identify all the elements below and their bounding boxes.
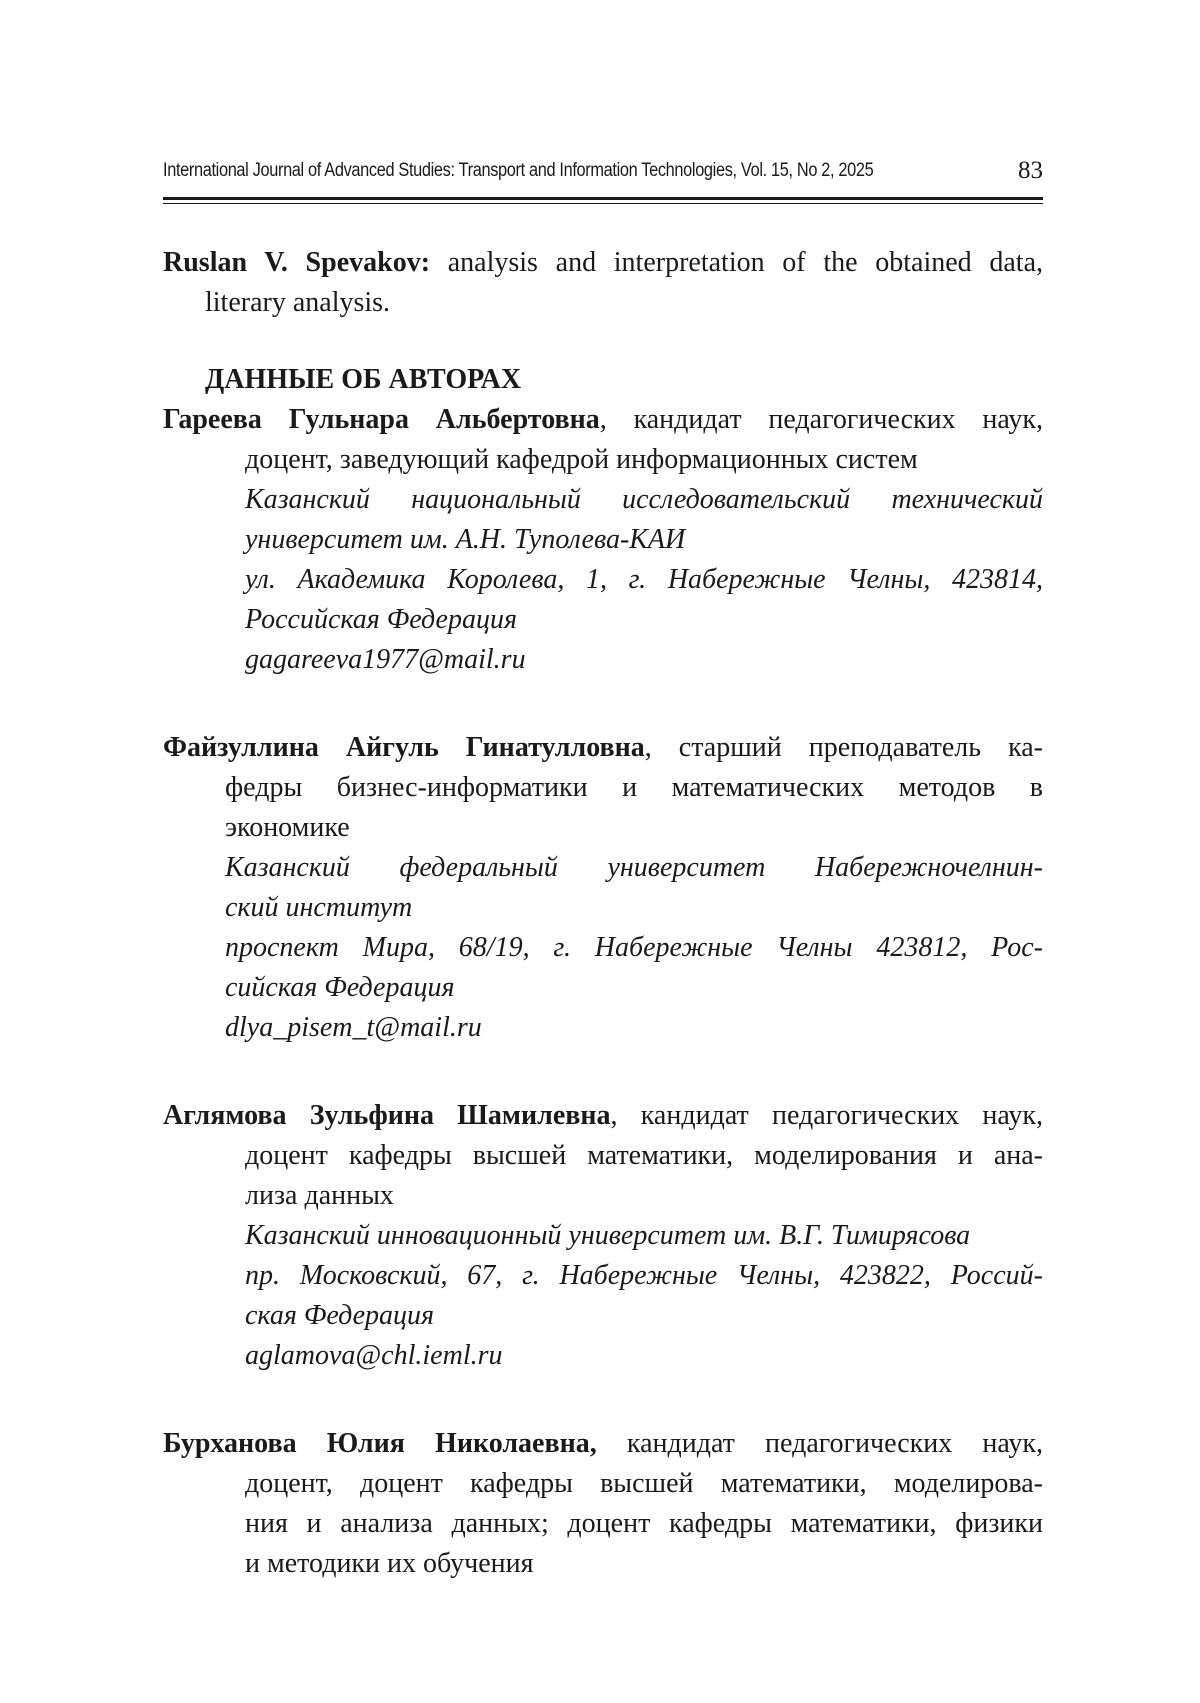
author-name: Гареева Гульнара Альбертовна xyxy=(163,404,600,435)
author-role: доцент, доцент кафедры высшей математики, моделирова- xyxy=(245,1468,1043,1499)
author-lead-line xyxy=(163,728,1043,768)
contribution-text-2: literary analysis. xyxy=(205,287,391,318)
section-title: ДАННЫЕ ОБ АВТОРАХ xyxy=(205,364,522,395)
author-lead-line xyxy=(163,400,1043,440)
author-entry xyxy=(163,728,1043,1048)
author-name: Аглямова Зульфина Шамилевна xyxy=(163,1100,611,1131)
author-address: сийская Федерация xyxy=(225,972,455,1003)
author-affiliation: Казанский федеральный университет Набережночелнин- xyxy=(225,852,1043,883)
author-degree: , старший преподаватель ка- xyxy=(644,732,1044,763)
author-address: проспект Мира, 68/19, г. Набережные Челны 423812, Рос- xyxy=(225,932,1043,963)
author-degree: кандидат педагогических наук, xyxy=(596,1428,1043,1459)
author-lead-line xyxy=(163,1424,1043,1464)
author-email: dlya_pisem_t@mail.ru xyxy=(225,1012,482,1043)
author-role: федры бизнес-информатики и математических методов в xyxy=(225,772,1043,803)
author-affiliation: университет им. А.Н. Туполева-КАИ xyxy=(245,524,686,555)
author-lead-line xyxy=(163,1096,1043,1136)
contribution-statement xyxy=(163,243,1043,323)
journal-citation: International Journal of Advanced Studies: Transport and Information Technologies, Vol. 15, No 2, 2025 xyxy=(163,160,874,181)
author-degree: , кандидат педагогических наук, xyxy=(599,404,1043,435)
author-role: лиза данных xyxy=(245,1180,394,1211)
author-address: Российская Федерация xyxy=(245,604,517,635)
author-role: доцент кафедры высшей математики, моделирования и ана- xyxy=(245,1140,1043,1171)
author-role: доцент, заведующий кафедрой информационных систем xyxy=(245,444,918,475)
author-role: ния и анализа данных; доцент кафедры математики, физики xyxy=(245,1508,1043,1539)
author-address: пр. Московский, 67, г. Набережные Челны, 423822, Россий- xyxy=(245,1260,1043,1291)
author-email: gagareeva1977@mail.ru xyxy=(245,644,526,675)
author-role: экономике xyxy=(225,812,350,843)
author-affiliation: Казанский национальный исследовательский технический xyxy=(245,484,1043,515)
page-number: 83 xyxy=(1018,157,1043,184)
author-entry xyxy=(163,1096,1043,1376)
author-address: ская Федерация xyxy=(245,1300,435,1331)
author-name: Файзуллина Айгуль Гинатулловна xyxy=(163,732,645,763)
page-content xyxy=(163,243,1043,1584)
contributor-name: Ruslan V. Spevakov: xyxy=(163,247,431,278)
author-affiliation: Казанский инновационный университет им. В.Г. Тимирясова xyxy=(245,1220,971,1251)
author-entry xyxy=(163,400,1043,680)
author-address: ул. Академика Королева, 1, г. Набережные Челны, 423814, xyxy=(245,564,1043,595)
author-affiliation: ский институт xyxy=(225,892,413,923)
author-entry xyxy=(163,1424,1043,1584)
running-header xyxy=(163,157,1043,200)
author-email: aglamova@chl.ieml.ru xyxy=(245,1340,503,1371)
author-name: Бурханова Юлия Николаевна, xyxy=(163,1428,597,1459)
author-degree: , кандидат педагогических наук, xyxy=(610,1100,1044,1131)
header-rule-thick xyxy=(163,197,1043,200)
author-role: и методики их обучения xyxy=(245,1548,534,1579)
header-rule-thin xyxy=(163,203,1043,204)
contribution-text-1: analysis and interpretation of the obtained data, xyxy=(430,247,1043,278)
